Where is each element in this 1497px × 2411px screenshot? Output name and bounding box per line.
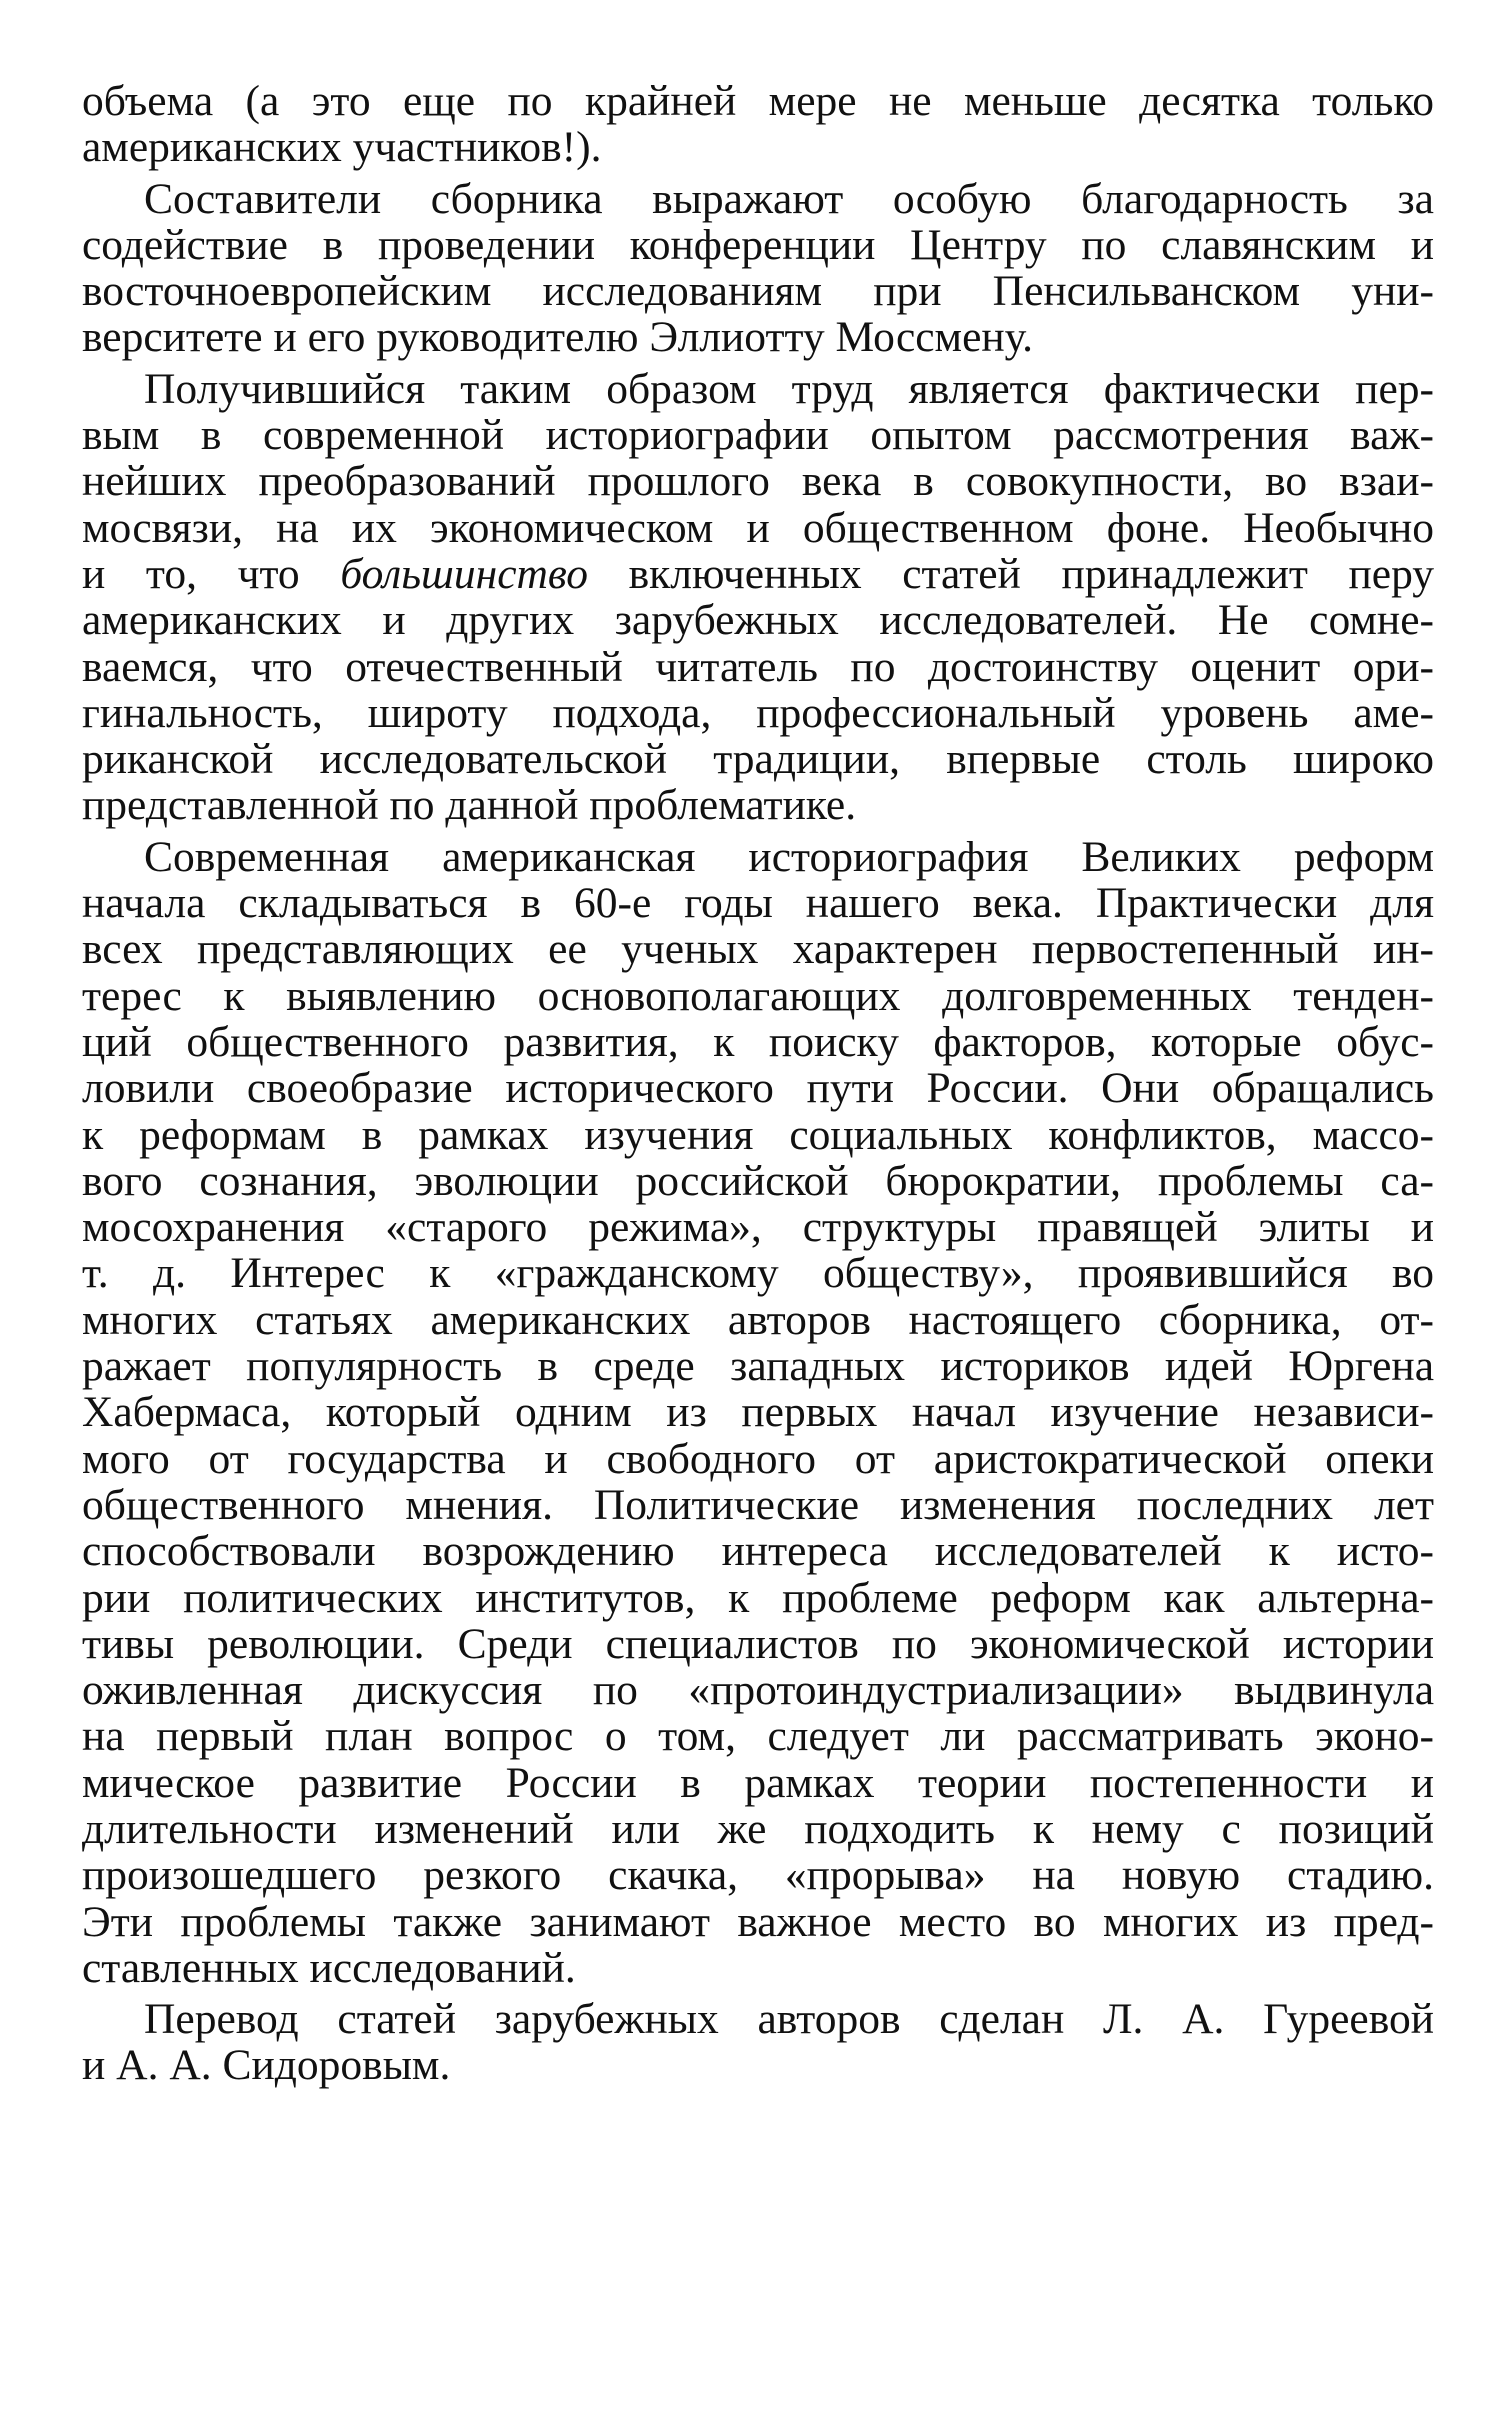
paragraph-1 <box>82 78 1434 171</box>
text-fragment: и то, что <box>82 549 341 598</box>
text-line: Перевод статей зарубежных авторов сделан Л. А. Гуреевой <box>144 1995 1434 2044</box>
text-line: вого сознания, эволюции российской бюрократии, проблемы са- <box>82 1156 1434 1205</box>
text-line: рии политических институтов, к проблеме реформ как альтерна- <box>82 1573 1434 1622</box>
text-line: содействие в проведении конференции Центру по славянским и <box>82 220 1434 269</box>
text-line: мическое развитие России в рамках теории постепенности и <box>82 1758 1434 1807</box>
text-line: на первый план вопрос о том, следует ли рассматривать эконо- <box>82 1712 1434 1761</box>
text-line: тивы революции. Среди специалистов по экономической истории <box>82 1619 1434 1668</box>
text-line: мого от государства и свободного от аристократической опеки <box>82 1434 1434 1483</box>
text-line: к реформам в рамках изучения социальных конфликтов, массо- <box>82 1110 1434 1159</box>
paragraph-2 <box>82 176 1434 361</box>
paragraph-5 <box>82 1996 1434 2089</box>
text-line-with-emphasis <box>82 551 1434 597</box>
text-line: ций общественного развития, к поиску факторов, которые обус- <box>82 1017 1434 1066</box>
paragraph-3 <box>82 366 1434 829</box>
text-line: Составители сборника выражают особую благодарность за <box>144 174 1434 223</box>
text-line: и А. А. Сидоровым. <box>82 2041 451 2090</box>
text-line: Получившийся таким образом труд является фактически пер- <box>144 364 1434 413</box>
text-fragment: включенных статей принадлежит перу <box>588 549 1435 598</box>
text-line: мосохранения «старого режима», структуры правящей элиты и <box>82 1203 1434 1252</box>
text-line: способствовали возрождению интереса исследователей к исто- <box>82 1527 1434 1576</box>
text-line: мосвязи, на их экономическом и общественном фоне. Необычно <box>82 503 1434 552</box>
text-line: произошедшего резкого скачка, «прорыва» на новую стадию. <box>82 1851 1434 1900</box>
text-line: ловили своеобразие исторического пути России. Они обращались <box>82 1064 1434 1113</box>
text-line: представленной по данной проблематике. <box>82 781 857 830</box>
text-line: многих статьях американских авторов настоящего сборника, от- <box>82 1295 1434 1344</box>
text-line: Современная американская историография Великих реформ <box>144 832 1434 881</box>
text-line: начала складываться в 60-е годы нашего века. Практически для <box>82 879 1434 928</box>
text-line: восточноевропейским исследованиям при Пенсильванском уни- <box>82 267 1434 316</box>
text-line: всех представляющих ее ученых характерен первостепенный ин- <box>82 925 1434 974</box>
text-line: нейших преобразований прошлого века в совокупности, во взаи- <box>82 457 1434 506</box>
text-line: терес к выявлению основополагающих долговременных тенден- <box>82 971 1434 1020</box>
text-line: ражает популярность в среде западных историков идей Юргена <box>82 1342 1434 1391</box>
text-line: т. д. Интерес к «гражданскому обществу», проявившийся во <box>82 1249 1434 1298</box>
text-line: ваемся, что отечественный читатель по достоинству оценит ори- <box>82 642 1434 691</box>
text-line: вым в современной историографии опытом рассмотрения важ- <box>82 411 1434 460</box>
text-line: американских и других зарубежных исследователей. Не сомне- <box>82 596 1434 645</box>
text-line: общественного мнения. Политические изменения последних лет <box>82 1480 1434 1529</box>
text-line: американских участников!). <box>82 123 602 172</box>
paragraph-4 <box>82 834 1434 1991</box>
text-line: Хабермаса, который одним из первых начал изучение независи- <box>82 1388 1434 1437</box>
text-line: риканской исследовательской традиции, впервые столь широко <box>82 735 1434 784</box>
text-line: верситете и его руководителю Эллиотту Моссмену. <box>82 313 1033 362</box>
emphasized-word: большинство <box>340 549 588 598</box>
text-line: Эти проблемы также занимают важное место во многих из пред- <box>82 1897 1434 1946</box>
text-line: длительности изменений или же подходить к нему с позиций <box>82 1804 1434 1853</box>
text-line: гинальность, широту подхода, профессиональный уровень аме- <box>82 688 1434 737</box>
text-line: ставленных исследований. <box>82 1943 576 1992</box>
text-line: оживленная дискуссия по «протоиндустриализации» выдвинула <box>82 1666 1434 1715</box>
document-page <box>82 78 1434 2094</box>
text-line: объема (а это еще по крайней мере не меньше десятка только <box>82 77 1434 125</box>
